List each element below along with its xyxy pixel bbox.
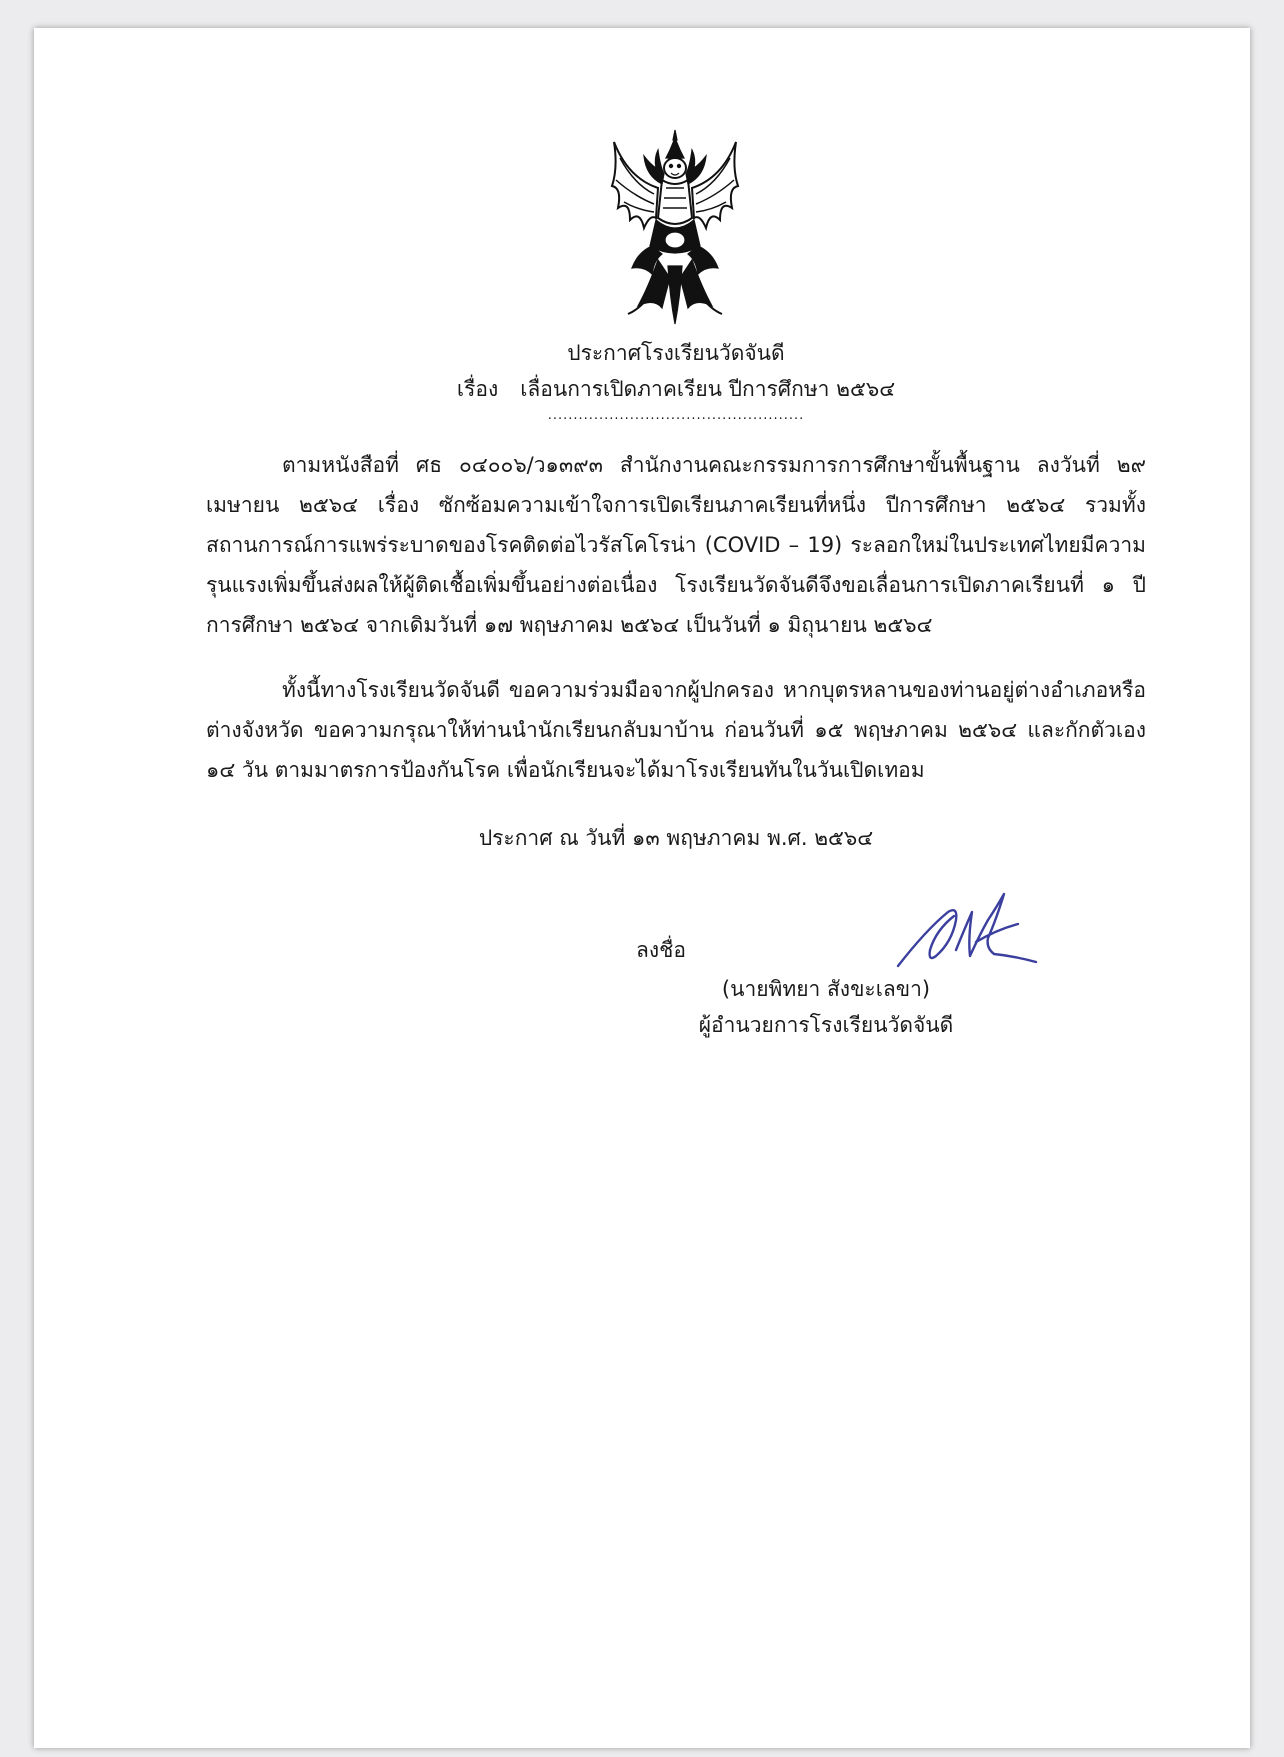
announcement-date: ประกาศ ณ วันที่ ๑๓ พฤษภาคม พ.ศ. ๒๕๖๔ <box>478 826 874 850</box>
subject-text: เลื่อนการเปิดภาคเรียน ปีการศึกษา ๒๕๖๔ <box>520 377 896 401</box>
signature-label: ลงชื่อ <box>636 938 686 962</box>
paragraph-2: ทั้งนี้ทางโรงเรียนวัดจันดี ขอความร่วมมือจากผู้ปกครอง หากบุตรหลานของท่านอยู่ต่างอำเภอหรือต่างจังหวัด ขอความกรุณาให้ท่านนำนักเรียนกลับมาบ้าน ก่อนวันที่ ๑๕ พฤษภาคม ๒๕๖๔ และกักตัวเอง ๑๔ วัน ตามมาตรการป้องกันโรค เพื่อนักเรียนจะได้มาโรงเรียนทันในวันเปิดเทอม <box>206 678 1146 782</box>
subject-line <box>206 369 1146 409</box>
dotted-divider: .................................................. <box>547 408 805 423</box>
subject-label: เรื่อง <box>456 377 499 401</box>
signer-name: (นายพิทยา สังขะเลขา) <box>721 977 931 1001</box>
signer-position: ผู้อำนวยการโรงเรียนวัดจันดี <box>698 1013 954 1037</box>
garuda-emblem-icon <box>608 128 742 328</box>
handwritten-signature <box>896 890 1056 972</box>
announcement-title: ประกาศโรงเรียนวัดจันดี <box>567 341 785 365</box>
paragraph-1: ตามหนังสือที่ ศธ ๐๔๐๐๖/ว๑๓๙๓ สำนักงานคณะกรรมการการศึกษาขั้นพื้นฐาน ลงวันที่ ๒๙ เมษายน ๒๕๖๔ เรื่อง ซักซ้อมความเข้าใจการเปิดเรียนภาคเรียนที่หนึ่ง ปีการศึกษา ๒๕๖๔ รวมทั้งสถานการณ์การแพร่ระบาดของโรคติดต่อไวรัสโคโรน่า (COVID – 19) ระลอกใหม่ในประเทศไทยมีความรุนแรงเพิ่มขึ้นส่งผลให้ผู้ติดเชื้อเพิ่มขึ้นอย่างต่อเนื่อง โรงเรียนวัดจันดีจึงขอเลื่อนการเปิดภาคเรียนที่ ๑ ปีการศึกษา ๒๕๖๔ จากเดิมวันที่ ๑๗ พฤษภาคม ๒๕๖๔ เป็นวันที่ ๑ มิถุนายน ๒๕๖๔ <box>206 453 1146 637</box>
document-page <box>34 28 1250 1748</box>
